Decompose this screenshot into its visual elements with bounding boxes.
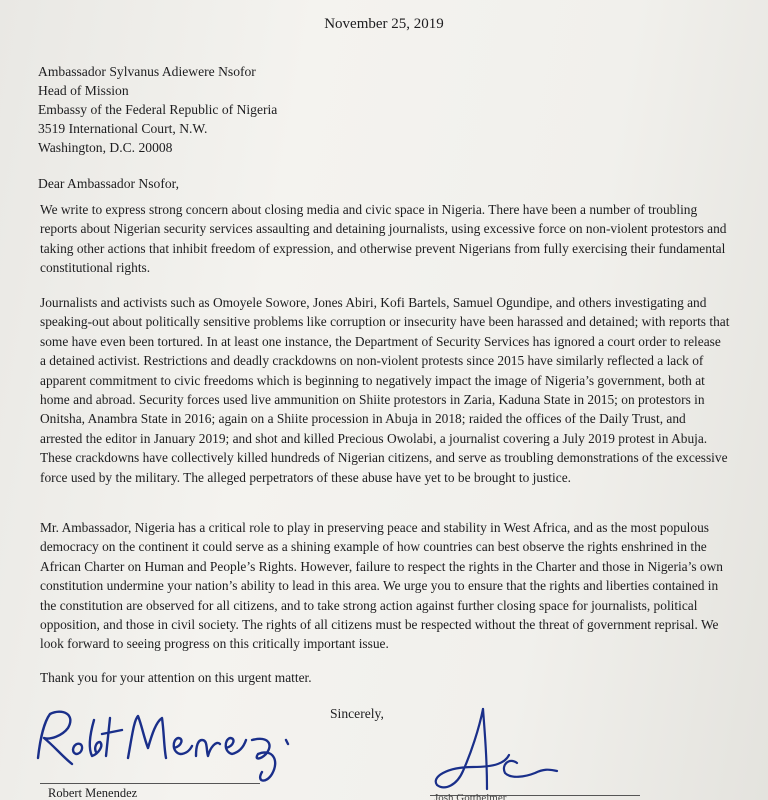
body-paragraph: We write to express strong concern about closing media and civic space in Nigeria. There have been a number of troubling reports about Nigerian security services assaulting and detaining journalists, using excessive force on non-violent protestors and taking other actions that inhibit freedom of expression, and otherwise prevent Nigerians from fully exercising their fundamental constitutional rights. xyxy=(40,202,727,276)
recipient-title: Head of Mission xyxy=(38,83,129,98)
body-paragraph: Journalists and activists such as Omoyele Sowore, Jones Abiri, Kofi Bartels, Samuel Ogundipe, and others investigating and speaking-out about politically sensitive problems like corruption or insecurity have been harassed and detained; with reports that some have even been tortured. In at least one instance, the Department of Security Services has ignored a court order to release a detained activist. Restrictions and deadly crackdowns on non-violent protests since 2015 have similarly reflected a lack of apparent commitment to civic freedoms which is beginning to negatively impact the image of Nigeria’s government, both at home and abroad. Security forces used live ammunition on Shiite protestors in Zaria, Kaduna State in 2015; on protestors in Onitsha, Anambra State in 2016; again on a Shiite procession in Abuja in 2018; raided the offices of the Daily Trust, and arrested the editor in January 2019; and shot and killed Precious Owolabi, a journalist covering a July 2019 protest in Abuja. These crackdowns have collectively killed hundreds of Nigerian citizens, and serve as troubling demonstrations of the excessive force used by the military. The alleged perpetrators of these abuse have yet to be brought to justice. xyxy=(40,295,730,485)
signature-menendez xyxy=(10,700,300,790)
thank-you-line: Thank you for your attention on this urgent matter. xyxy=(40,670,312,685)
letter-date: November 25, 2019 xyxy=(324,16,444,32)
signer-name: Robert Menendez xyxy=(48,786,138,800)
recipient-city: Washington, D.C. 20008 xyxy=(38,140,173,155)
signer-name: Josh Gottheimer xyxy=(434,792,507,800)
signature-gottheimer xyxy=(425,705,575,800)
recipient-street: 3519 International Court, N.W. xyxy=(38,121,208,136)
recipient-address xyxy=(38,62,277,157)
closing: Sincerely, xyxy=(330,706,384,721)
recipient-organization: Embassy of the Federal Republic of Nigeria xyxy=(38,102,278,117)
body-paragraph: Mr. Ambassador, Nigeria has a critical role to play in preserving peace and stability in West Africa, and as the most populous democracy on the continent it could serve as a shining example of how countries can best observe the rights enshrined in the African Charter on Human and People’s Rights. However, failure to respect the rights in the Charter and those in Nigeria’s own constitution undermine your nation’s ability to lead in this area. We urge you to ensure that the rights and liberties contained in the constitution are observed for all citizens, and to take strong action against further closing space for journalists, political opposition, and those in civil society. The rights of all citizens must be respected without the threat of government reprisal. We look forward to seeing progress on this critically important issue. xyxy=(40,520,723,652)
signature-line xyxy=(40,783,260,784)
salutation: Dear Ambassador Nsofor, xyxy=(38,176,180,191)
recipient-name: Ambassador Sylvanus Adiewere Nsofor xyxy=(38,64,256,79)
